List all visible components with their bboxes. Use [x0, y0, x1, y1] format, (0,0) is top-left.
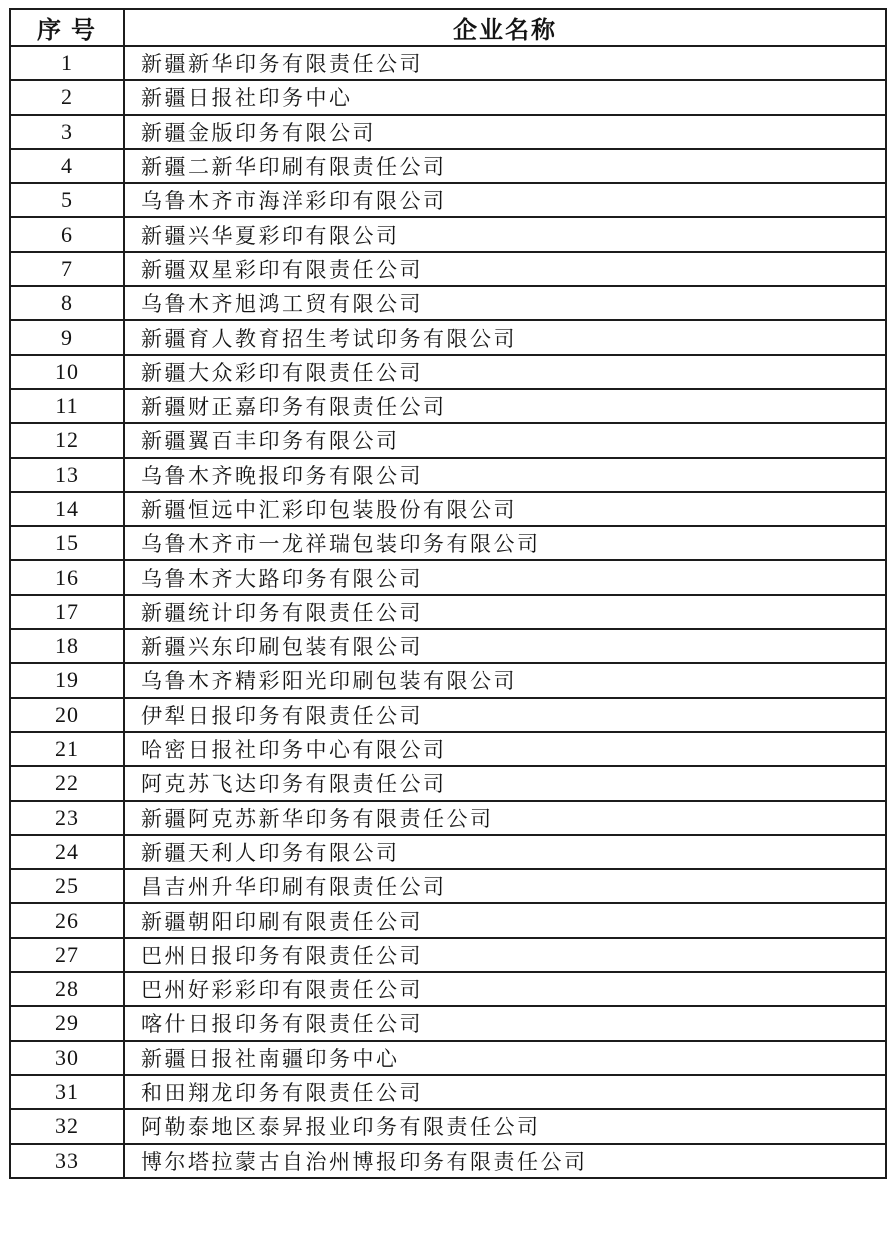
company-name-cell: 新疆育人教育招生考试印务有限公司	[124, 320, 886, 354]
table-row	[10, 595, 886, 629]
table-row	[10, 526, 886, 560]
table-row	[10, 217, 886, 251]
table-row	[10, 320, 886, 354]
company-name-cell: 新疆翼百丰印务有限公司	[124, 423, 886, 457]
company-name-cell: 乌鲁木齐旭鸿工贸有限公司	[124, 286, 886, 320]
table-row	[10, 423, 886, 457]
table-row	[10, 458, 886, 492]
company-name-cell: 博尔塔拉蒙古自治州博报印务有限责任公司	[124, 1144, 886, 1178]
serial-number-cell: 11	[10, 389, 124, 423]
company-name-cell: 伊犁日报印务有限责任公司	[124, 698, 886, 732]
serial-number-cell: 23	[10, 801, 124, 835]
table-row	[10, 698, 886, 732]
company-name-cell: 哈密日报社印务中心有限公司	[124, 732, 886, 766]
company-name-cell: 阿克苏飞达印务有限责任公司	[124, 766, 886, 800]
serial-number-cell: 16	[10, 560, 124, 594]
serial-number-cell: 15	[10, 526, 124, 560]
table-row	[10, 560, 886, 594]
serial-number-cell: 33	[10, 1144, 124, 1178]
company-name-cell: 昌吉州升华印刷有限责任公司	[124, 869, 886, 903]
table-row	[10, 1075, 886, 1109]
table-row	[10, 835, 886, 869]
company-name-cell: 新疆日报社印务中心	[124, 80, 886, 114]
table-row	[10, 252, 886, 286]
table-row	[10, 663, 886, 697]
serial-number-cell: 2	[10, 80, 124, 114]
header-company-name: 企业名称	[124, 9, 886, 46]
table-row	[10, 149, 886, 183]
serial-number-cell: 26	[10, 903, 124, 937]
table-row	[10, 492, 886, 526]
company-name-cell: 新疆朝阳印刷有限责任公司	[124, 903, 886, 937]
serial-number-cell: 29	[10, 1006, 124, 1040]
table-row	[10, 1109, 886, 1143]
serial-number-cell: 30	[10, 1041, 124, 1075]
serial-number-cell: 8	[10, 286, 124, 320]
serial-number-cell: 12	[10, 423, 124, 457]
header-row	[10, 9, 886, 46]
company-name-cell: 新疆金版印务有限公司	[124, 115, 886, 149]
table-row	[10, 183, 886, 217]
table-row	[10, 801, 886, 835]
serial-number-cell: 13	[10, 458, 124, 492]
table-row	[10, 938, 886, 972]
serial-number-cell: 6	[10, 217, 124, 251]
company-name-cell: 新疆统计印务有限责任公司	[124, 595, 886, 629]
company-name-cell: 新疆兴华夏彩印有限公司	[124, 217, 886, 251]
table-row	[10, 903, 886, 937]
table-row	[10, 80, 886, 114]
company-name-cell: 新疆财正嘉印务有限责任公司	[124, 389, 886, 423]
company-table	[9, 8, 887, 1179]
serial-number-cell: 1	[10, 46, 124, 80]
serial-number-cell: 18	[10, 629, 124, 663]
table-row	[10, 355, 886, 389]
company-name-cell: 和田翔龙印务有限责任公司	[124, 1075, 886, 1109]
table-row	[10, 1041, 886, 1075]
table-row	[10, 389, 886, 423]
company-name-cell: 新疆大众彩印有限责任公司	[124, 355, 886, 389]
company-name-cell: 乌鲁木齐市一龙祥瑞包装印务有限公司	[124, 526, 886, 560]
table-row	[10, 869, 886, 903]
company-name-cell: 巴州好彩彩印有限责任公司	[124, 972, 886, 1006]
serial-number-cell: 20	[10, 698, 124, 732]
serial-number-cell: 28	[10, 972, 124, 1006]
serial-number-cell: 24	[10, 835, 124, 869]
table-row	[10, 1006, 886, 1040]
company-name-cell: 新疆日报社南疆印务中心	[124, 1041, 886, 1075]
serial-number-cell: 10	[10, 355, 124, 389]
serial-number-cell: 7	[10, 252, 124, 286]
table-row	[10, 1144, 886, 1178]
serial-number-cell: 5	[10, 183, 124, 217]
company-name-cell: 乌鲁木齐晚报印务有限公司	[124, 458, 886, 492]
table-row	[10, 286, 886, 320]
company-name-cell: 乌鲁木齐大路印务有限公司	[124, 560, 886, 594]
table-header	[10, 9, 886, 46]
company-name-cell: 巴州日报印务有限责任公司	[124, 938, 886, 972]
serial-number-cell: 19	[10, 663, 124, 697]
serial-number-cell: 9	[10, 320, 124, 354]
company-name-cell: 新疆阿克苏新华印务有限责任公司	[124, 801, 886, 835]
serial-number-cell: 32	[10, 1109, 124, 1143]
serial-number-cell: 17	[10, 595, 124, 629]
serial-number-cell: 25	[10, 869, 124, 903]
company-name-cell: 乌鲁木齐精彩阳光印刷包装有限公司	[124, 663, 886, 697]
table-row	[10, 115, 886, 149]
company-name-cell: 乌鲁木齐市海洋彩印有限公司	[124, 183, 886, 217]
table-row	[10, 766, 886, 800]
company-name-cell: 阿勒泰地区泰昇报业印务有限责任公司	[124, 1109, 886, 1143]
company-name-cell: 新疆天利人印务有限公司	[124, 835, 886, 869]
company-name-cell: 新疆兴东印刷包装有限公司	[124, 629, 886, 663]
serial-number-cell: 3	[10, 115, 124, 149]
serial-number-cell: 27	[10, 938, 124, 972]
table-body	[10, 46, 886, 1178]
company-name-cell: 喀什日报印务有限责任公司	[124, 1006, 886, 1040]
company-name-cell: 新疆双星彩印有限责任公司	[124, 252, 886, 286]
company-name-cell: 新疆二新华印刷有限责任公司	[124, 149, 886, 183]
table-row	[10, 629, 886, 663]
serial-number-cell: 21	[10, 732, 124, 766]
serial-number-cell: 31	[10, 1075, 124, 1109]
serial-number-cell: 14	[10, 492, 124, 526]
table-row	[10, 46, 886, 80]
serial-number-cell: 4	[10, 149, 124, 183]
header-serial-number: 序 号	[10, 9, 124, 46]
company-name-cell: 新疆新华印务有限责任公司	[124, 46, 886, 80]
table-row	[10, 732, 886, 766]
table-row	[10, 972, 886, 1006]
company-name-cell: 新疆恒远中汇彩印包装股份有限公司	[124, 492, 886, 526]
serial-number-cell: 22	[10, 766, 124, 800]
